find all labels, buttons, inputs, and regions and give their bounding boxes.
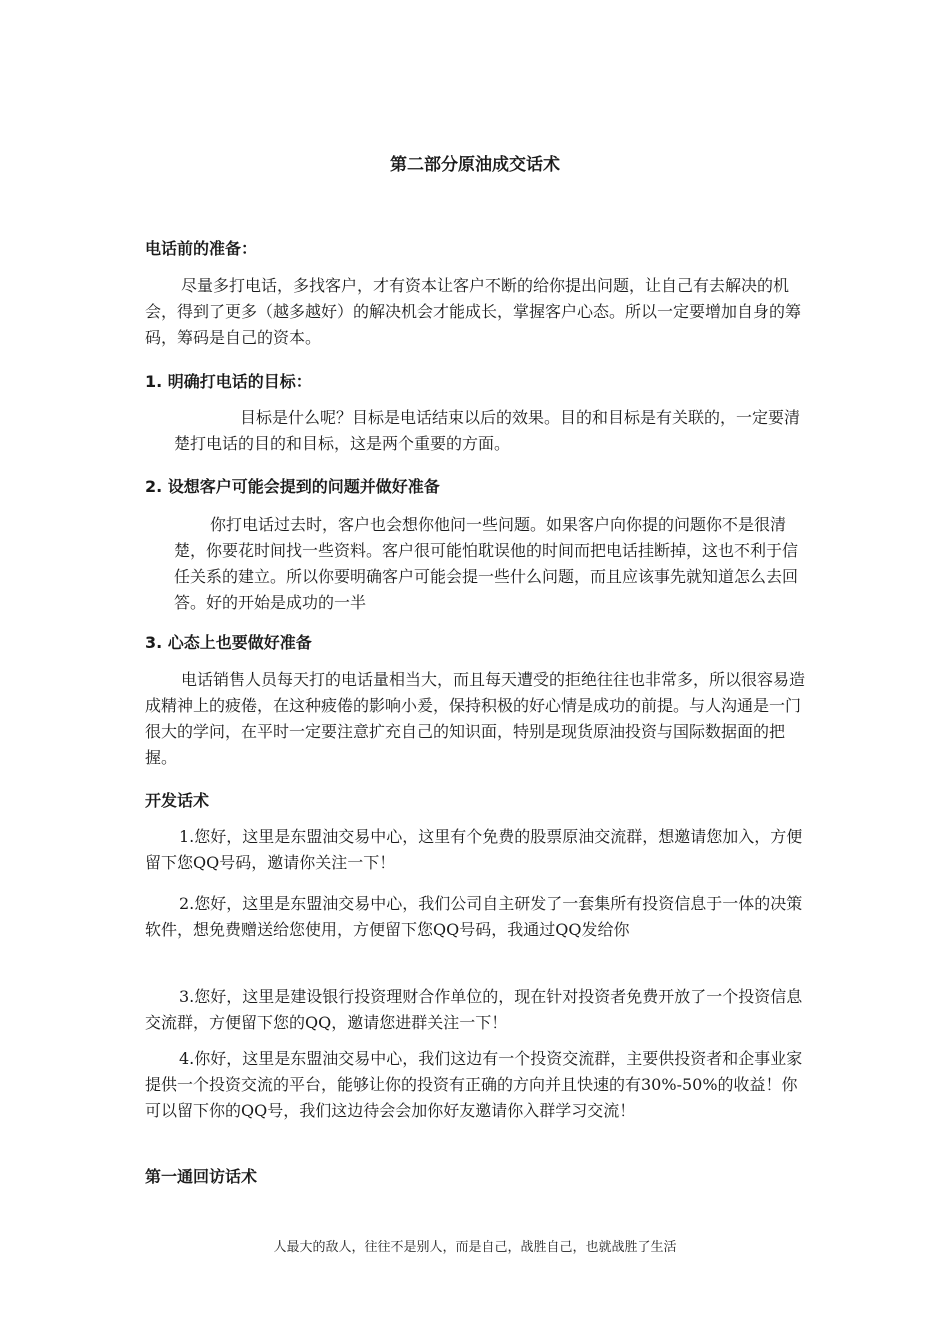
section-1-heading: 1. 明确打电话的目标： [145, 372, 312, 391]
revisit-heading: 第一通回访话术 [145, 1167, 258, 1186]
dev-script-4: 4.你好，这里是东盟油交易中心，我们这边有一个投资交流群，主要供投资者和企事业家提供一个投资交流的平台，能够让你的投资有正确的方向并且快速的有30%-50%的收益！你可以留下你的QQ号，我们这边待会会加你好友邀请你入群学习交流！ [145, 1049, 803, 1120]
document-title: 第二部分原油成交话术 [390, 155, 560, 175]
prep-paragraph: 尽量多打电话，多找客户，才有资本让客户不断的给你提出问题，让自己有去解决的机会，得到了更多（越多越好）的解决机会才能成长，掌握客户心态。所以一定要增加自身的筹码，筹码是自己的资本。 [145, 276, 802, 347]
dev-heading: 开发话术 [145, 791, 210, 810]
prep-heading: 电话前的准备： [145, 239, 258, 258]
dev-script-1: 1.您好，这里是东盟油交易中心，这里有个免费的股票原油交流群，想邀请您加入，方便留下您QQ号码，邀请你关注一下！ [145, 827, 803, 872]
section-2-heading: 2. 设想客户可能会提到的问题并做好准备 [145, 477, 440, 496]
section-3-paragraph: 电话销售人员每天打的电话量相当大，而且每天遭受的拒绝往往也非常多，所以很容易造成精神上的疲倦，在这种疲倦的影响小爰，保持积极的好心情是成功的前提。与人沟通是一门很大的学问，在平时一定要注意扩充自己的知识面，特别是现货原油投资与国际数据面的把握。 [145, 670, 806, 767]
section-1-paragraph: 目标是什么呢？目标是电话结束以后的效果。目的和目标是有关联的，一定要清楚打电话的目的和目标，这是两个重要的方面。 [174, 408, 801, 453]
dev-script-2: 2.您好，这里是东盟油交易中心，我们公司自主研发了一套集所有投资信息于一体的决策软件，想免费赠送给您使用，方便留下您QQ号码，我通过QQ发给你 [145, 894, 803, 939]
page-footer: 人最大的敌人，往往不是别人，而是自己，战胜自己，也就战胜了生活 [273, 1240, 677, 1255]
dev-script-3: 3.您好，这里是建设银行投资理财合作单位的，现在针对投资者免费开放了一个投资信息交流群，方便留下您的QQ，邀请您进群关注一下！ [145, 987, 803, 1032]
section-2-paragraph: 你打电话过去时，客户也会想你他问一些问题。如果客户向你提的问题你不是很清楚，你要花时间找一些资料。客户很可能怕耽误他的时间而把电话挂断掉，这也不利于信任关系的建立。所以你要明确客户可能会提一些什么问题，而且应该事先就知道怎么去回答。好的开始是成功的一半 [174, 515, 799, 612]
section-3-heading: 3. 心态上也要做好准备 [145, 633, 312, 652]
